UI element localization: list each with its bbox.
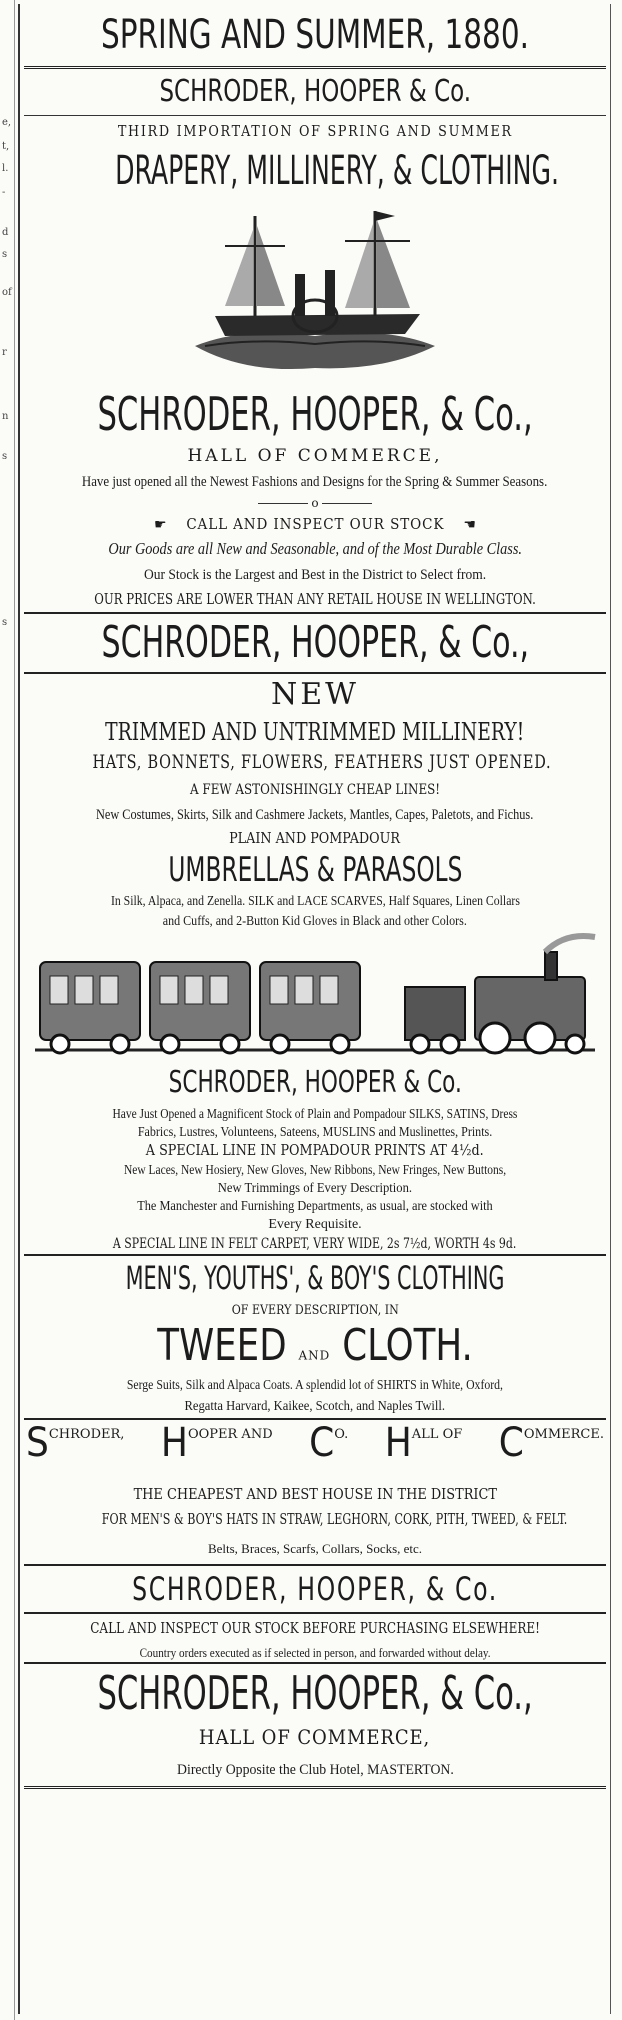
ad5-part: HOOPER AND [160, 1420, 273, 1466]
ad3-line4: New Laces, New Hosiery, New Gloves, New Ribbons, New Fringes, New Buttons, [123, 1163, 507, 1178]
ad2-trimmed: TRIMMED AND UNTRIMMED MILLINERY! [105, 718, 525, 746]
ad5-cheapest: THE CHEAPEST AND BEST HOUSE IN THE DISTRICT [133, 1485, 497, 1503]
ad1-line1: THIRD IMPORTATION OF SPRING AND SUMMER [117, 122, 513, 140]
ad2-firm: SCHRODER, HOOPER, & Co., [101, 617, 529, 668]
ad6-country: Country orders executed as if selected in person, and forwarded without delay. [139, 1645, 491, 1660]
pointing-hand-right-icon: ☚ [463, 517, 476, 533]
margin-fragment: n [2, 411, 9, 422]
footer-hall: HALL OF COMMERCE, [199, 1725, 431, 1749]
ad5-part: HALL OF [384, 1420, 463, 1466]
margin-fragment: d [2, 227, 9, 238]
ad2-new: NEW [271, 677, 359, 712]
divider-ornament: o [20, 494, 610, 512]
ad5-part: CO. [309, 1420, 349, 1466]
ad5-belts: Belts, Braces, Scarfs, Collars, Socks, etc. [207, 1541, 423, 1556]
ad1-drapery-headline: DRAPERY, MILLINERY, & CLOTHING. [115, 148, 559, 194]
ad3-line8: A SPECIAL LINE IN FELT CARPET, VERY WIDE, 2s 7½d, WORTH 4s 9d. [113, 1236, 517, 1252]
ad3-line5: New Trimmings of Every Description. [217, 1181, 413, 1196]
ad3-line7: Every Requisite. [268, 1217, 362, 1232]
ad3-line1: Have Just Opened a Magnificent Stock of Plain and Pompadour SILKS, SATINS, Dress [112, 1107, 518, 1122]
ad2-plain: PLAIN AND POMPADOUR [229, 829, 401, 847]
ad1-hall: HALL OF COMMERCE, [187, 446, 443, 466]
ad2-silk2: and Cuffs, and 2-Button Kid Gloves in Black and other Colors. [162, 914, 468, 929]
ad2-silk1: In Silk, Alpaca, and Zenella. SILK and LACE SCARVES, Half Squares, Linen Collars [110, 894, 520, 909]
ad1-firm-large: SCHRODER, HOOPER, & Co., [97, 387, 533, 441]
margin-fragment: s [2, 249, 8, 260]
ad5-part: SCHRODER, [26, 1420, 125, 1466]
ad5-banner [20, 1420, 610, 1482]
ad4-tweed-cloth: TWEED AND CLOTH. [156, 1320, 474, 1371]
footer-firm: SCHRODER, HOOPER, & Co., [97, 1666, 533, 1720]
margin-column [0, 0, 15, 2020]
ad1-firm: SCHRODER, HOOPER & Co. [159, 74, 471, 109]
ad1-stock: Our Stock is the Largest and Best in the District to Select from. [143, 567, 487, 583]
ad1-goods: Our Goods are all New and Seasonable, and of the Most Durable Class. [108, 539, 522, 558]
ad1-call: ☛ CALL AND INSPECT OUR STOCK ☚ [154, 515, 476, 533]
advertisement-page [18, 4, 611, 2014]
train-illustration [25, 932, 605, 1062]
ad3-line6: The Manchester and Furnishing Departments, as usual, are stocked with [137, 1199, 493, 1214]
ad6-call: CALL AND INSPECT OUR STOCK BEFORE PURCHASING ELSEWHERE! [90, 1619, 540, 1637]
ad4-serge2: Regatta Harvard, Kaikee, Scotch, and Naples Twill. [184, 1399, 446, 1414]
margin-fragment: of [2, 287, 12, 298]
ad4-serge1: Serge Suits, Silk and Alpaca Coats. A splendid lot of SHIRTS in White, Oxford, [126, 1378, 504, 1393]
ad4-mens: MEN'S, YOUTHS', & BOY'S CLOTHING [125, 1259, 505, 1297]
ad5-hats: FOR MEN'S & BOY'S HATS IN STRAW, LEGHORN, CORK, PITH, TWEED, & FELT. [101, 1510, 568, 1528]
margin-fragment: s [2, 451, 8, 462]
ad3-line3: A SPECIAL LINE IN POMPADOUR PRINTS AT 4½d. [146, 1141, 484, 1159]
margin-fragment: r [2, 347, 7, 358]
ad2-hats: HATS, BONNETS, FLOWERS, FEATHERS JUST OPENED. [92, 751, 552, 773]
ad1-opened: Have just opened all the Newest Fashions and Designs for the Spring & Summer Seasons. [82, 474, 548, 490]
ad3-line2: Fabrics, Lustres, Volunteens, Sateens, MUSLINS and Muslinettes, Prints. [137, 1125, 493, 1140]
page-title: SPRING AND SUMMER, 1880. [101, 12, 529, 58]
margin-fragment: l. [2, 163, 9, 174]
margin-fragment: t, [2, 141, 10, 152]
footer-address: Directly Opposite the Club Hotel, MASTERTON. [176, 1762, 454, 1778]
ad2-cheap: A FEW ASTONISHINGLY CHEAP LINES! [189, 782, 441, 798]
header [20, 4, 610, 66]
pointing-hand-left-icon: ☛ [154, 517, 167, 533]
margin-fragment: - [2, 187, 6, 198]
ad4-every: OF EVERY DESCRIPTION, IN [231, 1303, 399, 1318]
ad2-umbrellas: UMBRELLAS & PARASOLS [168, 850, 462, 890]
ad5-part: COMMERCE. [498, 1420, 604, 1466]
margin-fragment: s [2, 617, 8, 628]
margin-fragment: e, [2, 117, 12, 128]
ad2-costumes: New Costumes, Skirts, Silk and Cashmere Jackets, Mantles, Capes, Paletots, and Fichus. [96, 807, 534, 823]
ad3-firm: SCHRODER, HOOPER & Co. [168, 1065, 462, 1100]
ad1-prices: OUR PRICES ARE LOWER THAN ANY RETAIL HOUSE IN WELLINGTON. [94, 590, 536, 608]
steamship-illustration [185, 196, 445, 376]
ad6-firm: SCHRODER, HOOPER, & Co. [132, 1570, 498, 1608]
